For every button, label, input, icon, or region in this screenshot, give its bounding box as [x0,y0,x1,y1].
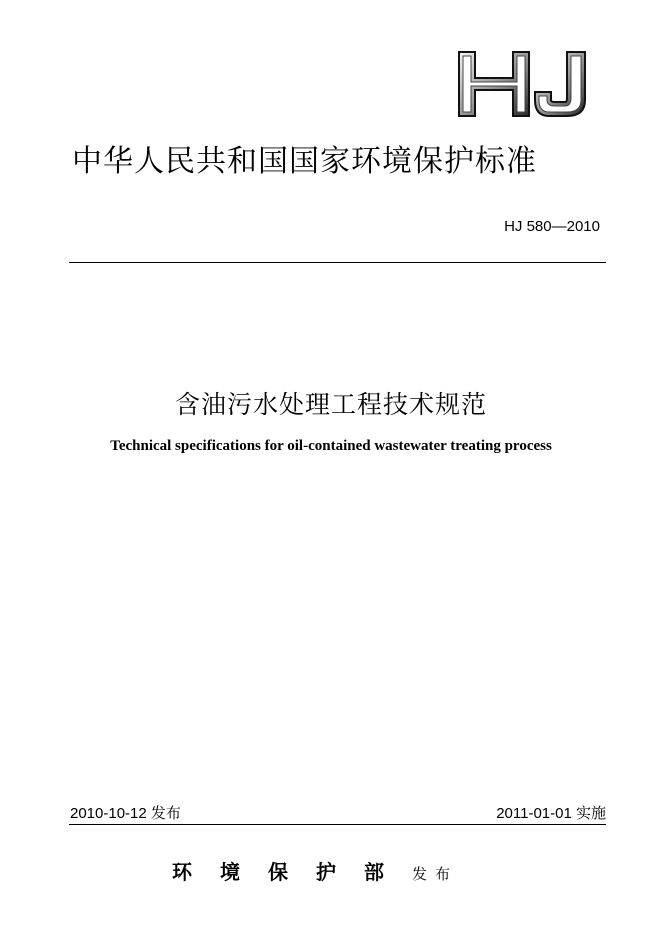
publisher-suffix: 发布 [412,865,459,883]
logo-letter-h [459,52,529,116]
header-divider [69,262,606,263]
implementation-date: 2011-01-01 实施 [496,805,606,822]
issue-date: 2010-10-12 发布 [70,805,181,822]
document-title-english: Technical specifications for oil-contained wastewater treating process [110,438,552,454]
national-standard-title: 中华人民共和国国家环境保护标准 [72,144,537,179]
hj-logo-graphic [455,50,591,120]
hj-logo [455,50,591,120]
footer-divider [69,824,606,825]
publisher-name: 环境保护部 [172,860,412,884]
logo-letter-j [535,52,585,116]
document-title-chinese: 含油污水处理工程技术规范 [174,390,487,419]
standard-number: HJ 580—2010 [504,218,600,235]
publisher-line [172,856,458,885]
